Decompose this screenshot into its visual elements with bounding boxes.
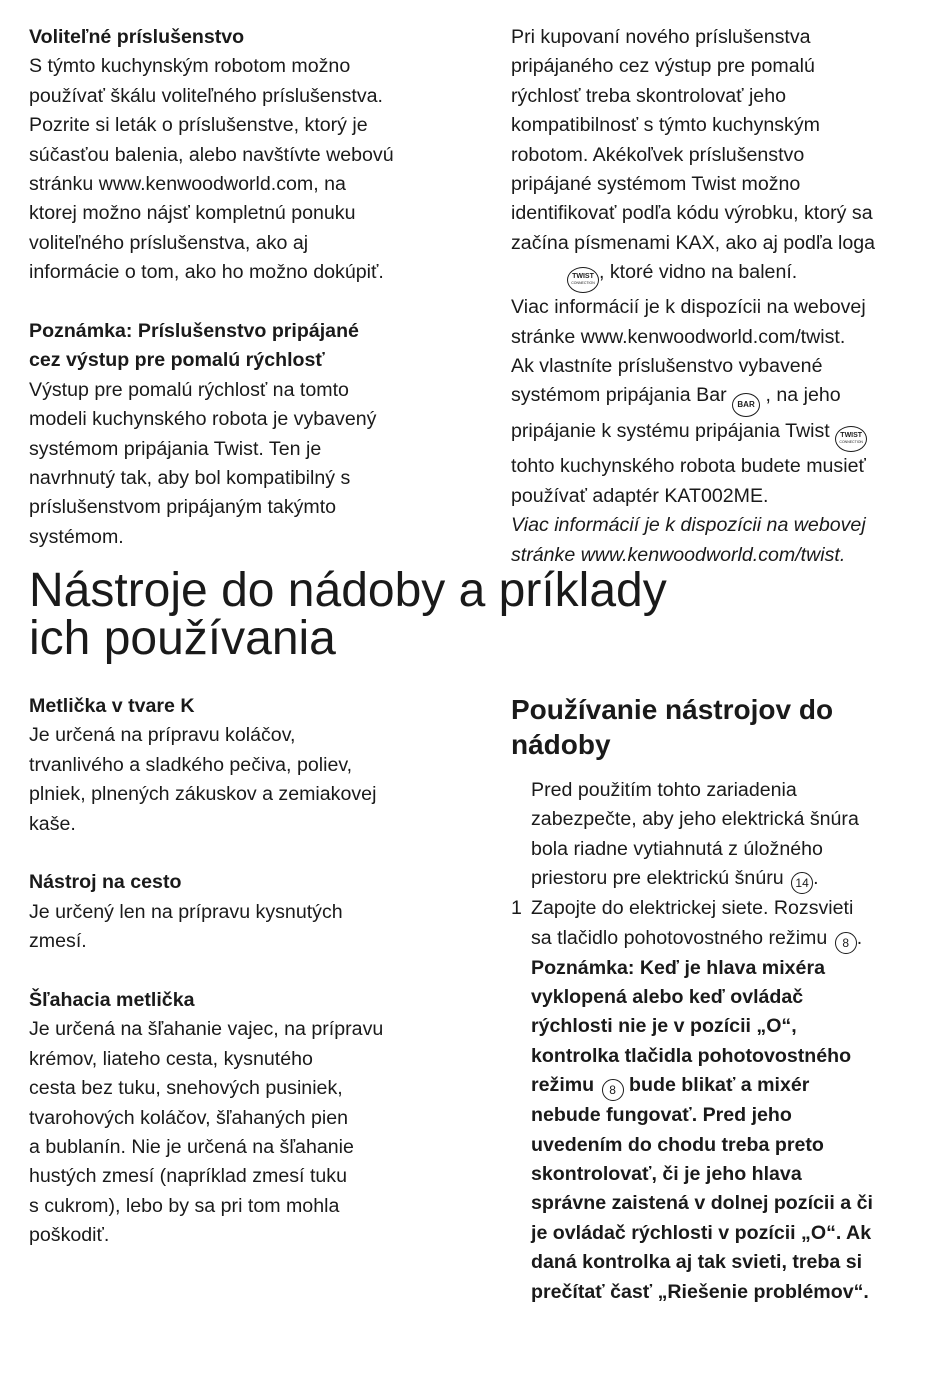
text-line: pripájaného cez výstup pre pomalú [511, 55, 815, 78]
section-title-line: ich používania [29, 612, 336, 665]
note-line: rýchlosti nie je v pozícii „O“, [531, 1015, 797, 1038]
text-line: hustých zmesí (napríklad zmesí tuku [29, 1165, 347, 1188]
outlet-note-heading: cez výstup pre pomalú rýchlosť [29, 349, 325, 372]
text-line: systémom pripájania Twist. Ten je [29, 437, 322, 460]
note-line: skontrolovať, či je jeho hlava [531, 1163, 802, 1186]
text-line: kompatibilnosť s týmto kuchynským [511, 114, 820, 137]
twist-line-before: pripájanie k systému pripájania Twist [511, 420, 836, 443]
text-line: voliteľného príslušenstva, ako aj [29, 231, 309, 254]
step1-text: sa tlačidlo pohotovostného režimu [531, 926, 833, 949]
note-line: správne zaistená v dolnej pozícii a či [531, 1192, 873, 1215]
text-line: S týmto kuchynským robotom možno [29, 55, 351, 78]
text-line: Pozrite si leták o príslušenstve, ktorý je [29, 114, 368, 137]
text-line: modeli kuchynského robota je vybavený [29, 408, 377, 431]
text-line: Viac informácií je k dispozícii na webovej [511, 296, 866, 319]
bar-connection-logo-icon [732, 393, 760, 417]
text-line: rýchlosť treba skontrolovať jeho [511, 84, 786, 107]
outlet-note-heading: Poznámka: Príslušenstvo pripájané [29, 320, 359, 343]
text-line: Ak vlastníte príslušenstvo vybavené [511, 355, 823, 378]
usage-intro [511, 776, 931, 894]
twist-logo-text: TWIST [840, 432, 863, 440]
section-title-line: Nástroje do nádoby a príklady [29, 564, 667, 617]
note-line: prečítať časť „Riešenie problémov“. [531, 1280, 869, 1303]
text-line: informácie o tom, ako ho možno dokúpiť. [29, 261, 384, 284]
step-number: 1 [511, 897, 522, 920]
italic-note-line: Viac informácií je k dispozícii na webovej [511, 514, 866, 537]
bar-logo-text: BAR [737, 400, 755, 410]
text-line: zmesí. [29, 930, 87, 953]
text-line: plniek, plnených zákuskov a zemiakovej [29, 783, 377, 806]
text-line: tvarohových koláčov, šľahaných pien [29, 1106, 349, 1129]
text-line: cesta bez tuku, snehových pusiniek, [29, 1077, 343, 1100]
reference-number-icon: 8 [602, 1079, 624, 1101]
tools-section [29, 692, 479, 1251]
text-line: navrhnutý tak, aby bol kompatibilný s [29, 467, 351, 490]
text-line: stránke www.kenwoodworld.com/twist. [511, 325, 846, 348]
text-line: Výstup pre pomalú rýchlosť na tomto [29, 378, 349, 401]
note-line: daná kontrolka aj tak svieti, treba si [531, 1251, 863, 1274]
text-line: bola riadne vytiahnutá z úložného [531, 837, 823, 860]
text-line: Pred použitím tohto zariadenia [531, 779, 797, 801]
reference-number-icon: 8 [835, 932, 857, 954]
text-line: trvanlivého a sladkého pečiva, poliev, [29, 753, 353, 776]
spacer [29, 957, 479, 986]
text-line: pripájané systémom Twist možno [511, 173, 801, 196]
text-line: kaše. [29, 812, 76, 835]
note-line: uvedením do chodu treba preto [531, 1133, 824, 1156]
note-line: je ovládač rýchlosti v pozícii „O“. Ak [531, 1221, 872, 1244]
text-line: Je určená na šľahanie vajec, na prípravu [29, 1018, 384, 1041]
logo-line-text: , ktoré vidno na balení. [599, 261, 798, 284]
text-line [531, 924, 931, 954]
text-line: Je určená na prípravu koláčov, [29, 724, 296, 747]
text-line: zabezpečte, aby jeho elektrická šnúra [531, 808, 859, 831]
twist-logo-subtext: CONNECTION [839, 440, 863, 445]
text-line: identifikovať podľa kódu výrobku, ktorý sa [511, 202, 873, 225]
text-line: súčasťou balenia, alebo navštívte webovú [29, 143, 394, 166]
text-line: poškodiť. [29, 1224, 110, 1247]
tool-heading-whisk: Šľahacia metlička [29, 989, 195, 1012]
bar-line-after: , na jeho [760, 384, 841, 407]
accessories-section [29, 23, 479, 552]
tool-heading-dough-hook: Nástroj na cesto [29, 871, 182, 894]
spacer [29, 839, 479, 868]
note-line [531, 1071, 931, 1101]
text-line: stránku www.kenwoodworld.com, na [29, 173, 346, 196]
note-line: Poznámka: Keď je hlava mixéra [531, 956, 825, 979]
twist-logo-text: TWIST [572, 273, 594, 281]
note-text: bude blikať a mixér [623, 1074, 810, 1097]
note-line: nebude fungovať. Pred jeho [531, 1104, 792, 1127]
note-line: kontrolka tlačidla pohotovostného [531, 1044, 852, 1067]
text-line [511, 381, 931, 417]
twist-compatibility-section [511, 23, 931, 570]
text-line: začína písmenami KAX, ako aj podľa loga [511, 231, 876, 254]
text-line: a bublanín. Nie je určená na šľahanie [29, 1136, 354, 1159]
usage-heading [511, 692, 931, 762]
twist-logo-subtext: CONNECTION [571, 281, 595, 286]
punctuation: . [856, 926, 863, 949]
text-line: príslušenstvom pripájaným takýmto [29, 496, 337, 519]
usage-section [511, 692, 931, 1307]
note-text: režimu [531, 1074, 600, 1097]
section-title [29, 564, 929, 665]
twist-connection-logo-icon [567, 267, 599, 293]
usage-heading-line: nádoby [511, 729, 611, 760]
text-line: používať adaptér KAT002ME. [511, 484, 769, 507]
text-line: Je určený len na prípravu kysnutých [29, 900, 343, 923]
text-line: ktorej možno nájsť kompletnú ponuku [29, 202, 356, 225]
text-line [511, 258, 931, 293]
step-1 [511, 894, 931, 1307]
text-line: používať škálu voliteľného príslušenstva. [29, 84, 383, 107]
italic-note-line: stránke www.kenwoodworld.com/twist. [511, 543, 846, 566]
accessories-heading: Voliteľné príslušenstvo [29, 26, 245, 48]
punctuation: . [813, 867, 819, 890]
text-line [531, 864, 931, 894]
text-line: Pri kupovaní nového príslušenstva [511, 26, 811, 48]
twist-connection-logo-icon [835, 426, 867, 452]
text-line: tohto kuchynského robota budete musieť [511, 455, 866, 478]
bar-line-before: systémom pripájania Bar [511, 384, 733, 407]
usage-heading-line: Používanie nástrojov do [511, 694, 834, 725]
intro-last-text: priestoru pre elektrickú šnúru [531, 867, 790, 890]
note-line: vyklopená alebo keď ovládač [531, 986, 804, 1009]
text-line: robotom. Akékoľvek príslušenstvo [511, 143, 805, 166]
reference-number-icon: 14 [791, 872, 813, 894]
tool-heading-k-beater: Metlička v tvare K [29, 695, 195, 717]
text-line: s cukrom), lebo by sa pri tom mohla [29, 1194, 340, 1217]
spacer [29, 288, 479, 317]
text-line: systémom. [29, 525, 124, 548]
text-line: Zapojte do elektrickej siete. Rozsvieti [531, 897, 854, 920]
text-line [511, 417, 931, 452]
text-line: krémov, liateho cesta, kysnutého [29, 1047, 313, 1070]
